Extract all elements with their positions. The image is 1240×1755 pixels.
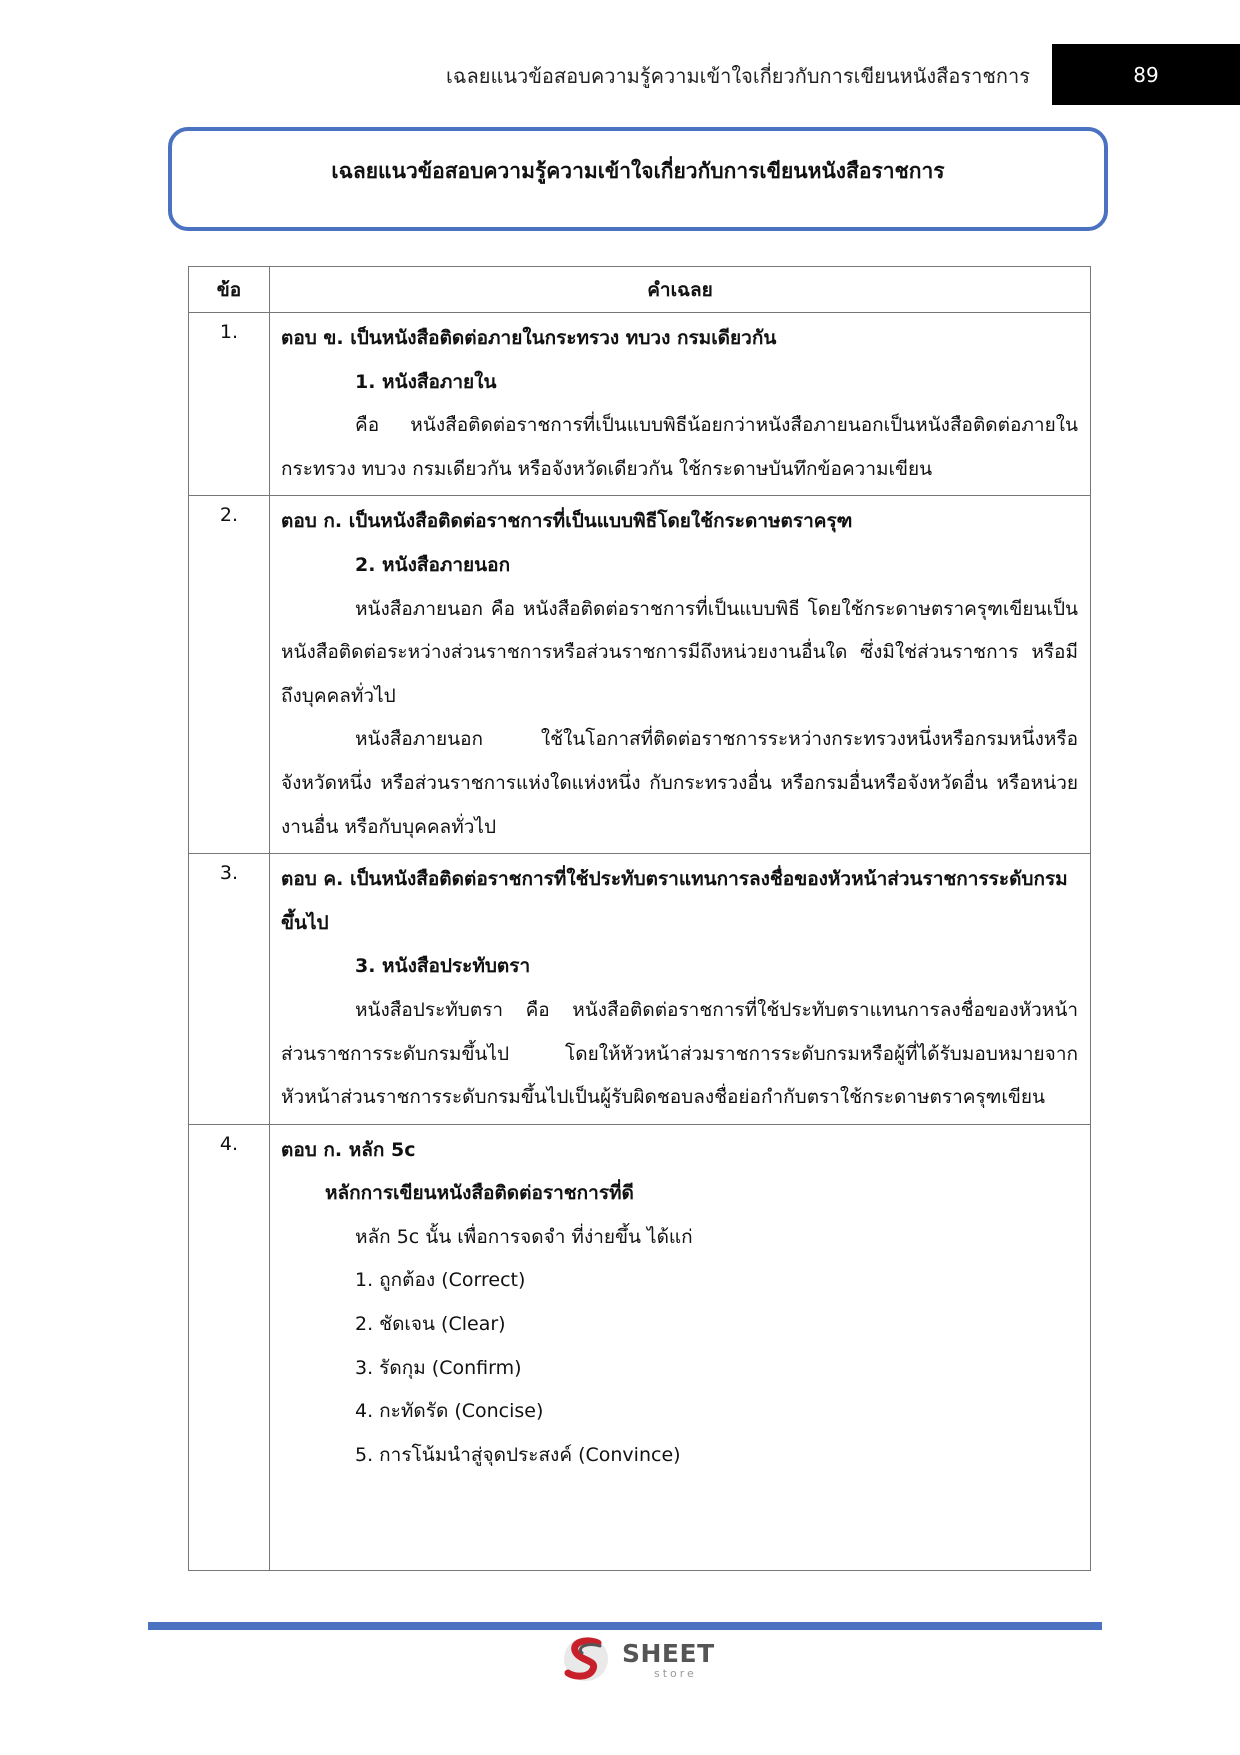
logo-subtext: store xyxy=(654,1667,697,1680)
explanation-paragraph: หนังสือประทับตรา คือ หนังสือติดต่อราชการที่ใช้ประทับตราแทนการลงชื่อของหัวหน้าส่วนราชการระดับกรมขึ้นไป โดยให้หัวหน้าส่วมราชการระดับกรมหรือผู้ที่ได้รับมอบหมายจากหัวหน้าส่วนราชการระดับกรมขึ้นไปเป็นผู้รับผิดชอบลงชื่อย่อกำกับตราใช้กระดาษตราครุฑเขียน xyxy=(281,998,1078,1109)
table-row xyxy=(189,854,1091,1125)
table-header-row xyxy=(189,267,1091,313)
list-item: 2. ชัดเจน (Clear) xyxy=(355,1313,506,1336)
answer-line: ตอบ ค. เป็นหนังสือติดต่อราชการที่ใช้ประทับตราแทนการลงชื่อของหัวหน้าส่วนราชการระดับกรมขึ้นไป xyxy=(281,868,1068,934)
page-number: 89 xyxy=(1052,44,1240,105)
section-heading: หลักการเขียนหนังสือติดต่อราชการที่ดี xyxy=(325,1182,634,1205)
column-header-answer: คำเฉลย xyxy=(270,267,1091,313)
answer-line: ตอบ ข. เป็นหนังสือติดต่อภายในกระทรวง ทบวง กรมเดียวกัน xyxy=(281,327,777,349)
list-item: 5. การโน้มนำสู่จุดประสงค์ (Convince) xyxy=(355,1443,681,1466)
running-header: เฉลยแนวข้อสอบความรู้ความเข้าใจเกี่ยวกับการเขียนหนังสือราชการ xyxy=(446,64,1030,88)
answer-cell xyxy=(270,313,1091,496)
page-title: เฉลยแนวข้อสอบความรู้ความเข้าใจเกี่ยวกับการเขียนหนังสือราชการ xyxy=(168,127,1108,231)
section-heading: 1. หนังสือภายใน xyxy=(355,370,497,393)
explanation-paragraph: หนังสือภายนอก ใช้ในโอกาสที่ติดต่อราชการระหว่างกระทรวงหนึ่งหรือกรมหนึ่งหรือจังหวัดหนึ่ง หรือส่วนราชการแห่งใดแห่งหนึ่ง กับกระทรวงอื่น หรือกรมอื่นหรือจังหวัดอื่น หรือหน่วยงานอื่น หรือกับบุคคลทั่วไป xyxy=(281,728,1078,838)
question-number: 2. xyxy=(189,496,270,854)
table-row xyxy=(189,1124,1091,1570)
answer-cell xyxy=(270,496,1091,854)
answer-line: ตอบ ก. เป็นหนังสือติดต่อราชการที่เป็นแบบพิธีโดยใช้กระดาษตราครุฑ xyxy=(281,510,853,533)
column-header-number: ข้อ xyxy=(189,267,270,313)
list-item: 1. ถูกต้อง (Correct) xyxy=(355,1269,526,1292)
answer-table xyxy=(188,266,1091,1571)
s-logo-icon xyxy=(562,1633,614,1683)
section-heading: 3. หนังสือประทับตรา xyxy=(355,955,531,978)
footer-rule xyxy=(148,1622,1102,1630)
explanation-paragraph: หนังสือภายนอก คือ หนังสือติดต่อราชการที่เป็นแบบพิธี โดยใช้กระดาษตราครุฑเขียนเป็นหนังสือติดต่อระหว่างส่วนราชการหรือส่วนราชการมีถึงหน่วยงานอื่นใด ซึ่งมิใช่ส่วนราชการ หรือมีถึงบุคคลทั่วไป xyxy=(281,597,1078,707)
section-heading: 2. หนังสือภายนอก xyxy=(355,553,511,576)
list-item: 4. กะทัดรัด (Concise) xyxy=(355,1400,544,1423)
question-number: 1. xyxy=(189,313,270,496)
table-row xyxy=(189,313,1091,496)
answer-cell xyxy=(270,854,1091,1125)
logo-text: SHEET xyxy=(622,1639,715,1668)
list-item: 3. รัดกุม (Confirm) xyxy=(355,1356,522,1379)
question-number: 3. xyxy=(189,854,270,1125)
question-number: 4. xyxy=(189,1124,270,1570)
sheet-store-logo xyxy=(562,1633,722,1683)
answer-line: ตอบ ก. หลัก 5c xyxy=(281,1138,416,1161)
answer-cell xyxy=(270,1124,1091,1570)
intro-line: หลัก 5c นั้น เพื่อการจดจำ ที่ง่ายขึ้น ได้แก่ xyxy=(355,1225,693,1248)
table-row xyxy=(189,496,1091,854)
explanation-paragraph: คือ หนังสือติดต่อราชการที่เป็นแบบพิธีน้อยกว่าหนังสือภายนอกเป็นหนังสือติดต่อภายในกระทรวง ทบวง กรมเดียวกัน หรือจังหวัดเดียวกัน ใช้กระดาษบันทึกข้อความเขียน xyxy=(281,414,1078,480)
